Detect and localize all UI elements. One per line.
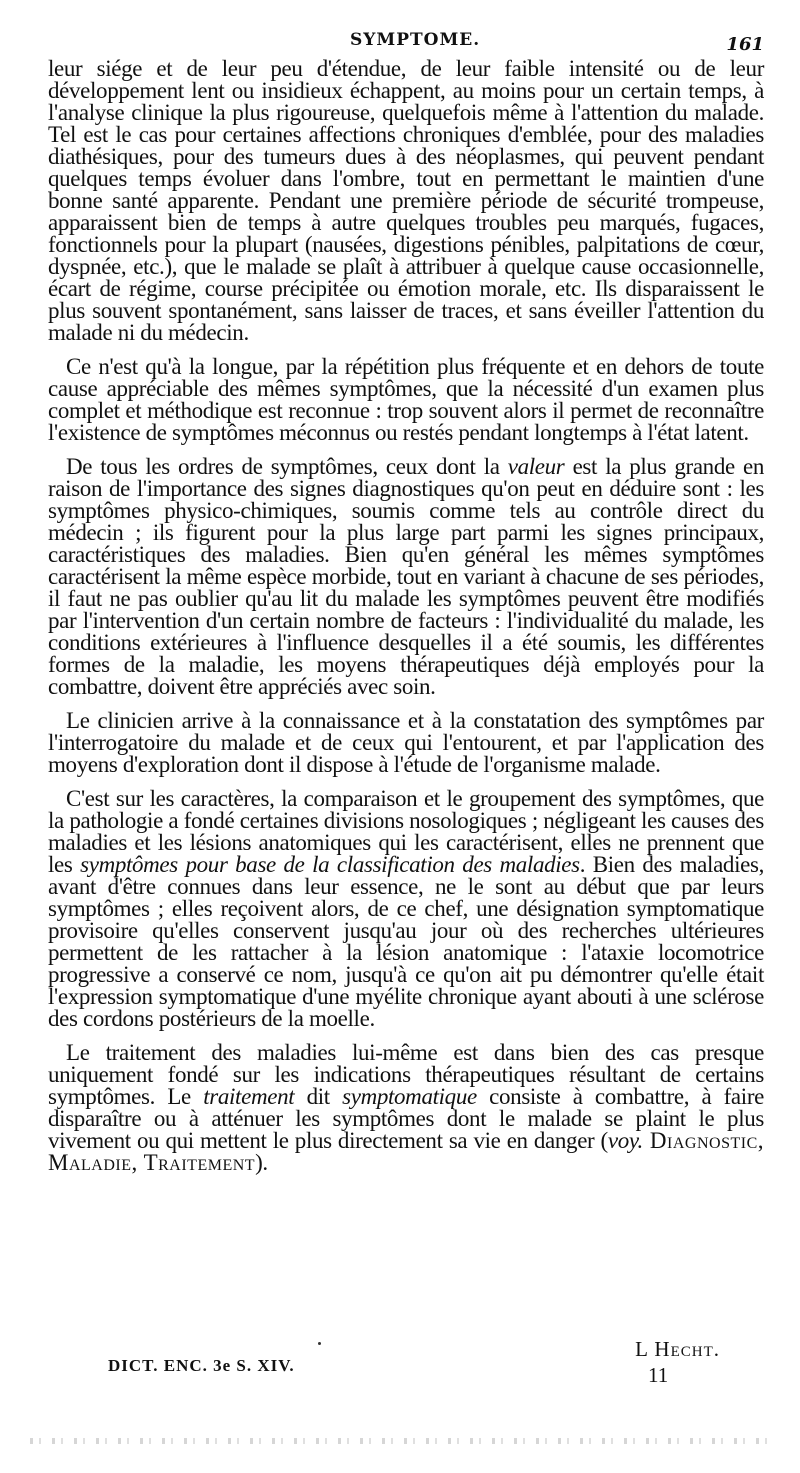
- paragraph-6-emphasis-2: symptomatique: [342, 1084, 477, 1109]
- paragraph-6-text-b: dit: [294, 1084, 343, 1109]
- paragraph-4: Le clinicien arrive à la connaissance et à la constatation des symptômes par l'interrogatoire du malade et de ceux qui l'entourent, et par l'application des moyens d'exploration dont il dispose à l'étude de l'organisme malade.: [48, 708, 764, 777]
- signature-dot: [318, 1342, 321, 1345]
- paragraph-6-text-d: ).: [255, 1150, 268, 1175]
- bleed-through-line: [30, 1438, 770, 1444]
- paragraph-6-text-a: Le traitement des maladies lui-même est dans bien des cas presque uniquement fondé sur les indications thérapeutiques résultant de certains symptômes. Le: [48, 1040, 764, 1109]
- paragraph-3-text-a: De tous les ordres de symptômes, ceux dont la: [66, 454, 508, 479]
- paragraph-6: [48, 1042, 764, 1174]
- page-number: 161: [726, 34, 764, 55]
- paragraph-6-text-c: consiste à combattre, à faire disparaître ou à atténuer les symptômes dont le malade se plaint le plus vivement ou qui mettent le plus directement sa vie en danger (: [48, 1084, 764, 1153]
- article-body: [48, 58, 764, 1186]
- paragraph-5: [48, 788, 764, 1030]
- cross-references: Diagnostic, Maladie, Traitement: [48, 1128, 764, 1175]
- paragraph-6-emphasis-3: voy.: [607, 1128, 643, 1153]
- author-signature: L Hecht.: [635, 1337, 720, 1361]
- paragraph-2: Ce n'est qu'à la longue, par la répétition plus fréquente et en dehors de toute cause appréciable des mêmes symptômes, que la nécessité d'un examen plus complet et méthodique est reconnue : trop souvent alors il permet de reconnaître l'existence de symptômes méconnus ou restés pendant longtemps à l'état latent.: [48, 354, 764, 445]
- paragraph-3-text-b: est la plus grande en raison de l'importance des signes diagnostiques qu'on peut en déduire sont : les symptômes physico-chimiques, soumis comme tels au contrôle direct du médecin ; ils figurent pour la plus large part parmi les signes principaux, caractéristiques des maladies. Bien qu'en général les mêmes symptômes caractérisent la même espèce morbide, tout en variant à chacune de ses périodes, il faut ne pas oublier qu'au lit du malade les symptômes peuvent être modifiés par l'intervention d'un certain nombre de facteurs : l'individualité du malade, les conditions extérieures à l'influence desquelles il a été soumis, les différentes formes de la maladie, les moyens thérapeutiques déjà employés pour la combattre, doivent être appréciés avec soin.: [48, 454, 765, 699]
- paragraph-5-emphasis: symptômes pour base de la classification des maladies: [80, 852, 580, 877]
- running-title: SYMPTOME.: [350, 30, 481, 50]
- paragraph-5-text-a: C'est sur les caractères, la comparaison et le groupement des symptômes, que la pathologie a fondé certaines divisions nosologiques ; négligeant les causes des maladies et les lésions anatomiques qui les caractérisent, elles ne prennent que les: [48, 786, 764, 877]
- paragraph-3: [48, 456, 764, 698]
- paragraph-3-emphasis: valeur: [507, 454, 565, 479]
- paragraph-1: leur siége et de leur peu d'étendue, de leur faible intensité ou de leur développement lent ou insidieux échappent, au moins pour un certain temps, à l'analyse clinique la plus rigoureuse, quelquefois même à l'attention du malade. Tel est le cas pour certaines affections chroniques d'emblée, pour des maladies diathésiques, pour des tumeurs dues à des néoplasmes, qui peuvent pendant quelques temps évoluer dans l'ombre, tout en permettant le maintien d'une bonne santé apparente. Pendant une première période de sécurité trompeuse, apparaissent bien de temps à autre quelques troubles peu marqués, fugaces, fonctionnels pour la plupart (nausées, digestions pénibles, palpitations de cœur, dyspnée, etc.), que le malade se plaît à attribuer à quelque cause occasionnelle, écart de régime, course précipitée ou émotion morale, etc. Ils disparaissent le plus souvent spontanément, sans laisser de traces, et sans éveiller l'attention du malade ni du médecin.: [48, 56, 764, 345]
- paragraph-5-text-b: . Bien des maladies, avant d'être connues dans leur essence, ne le sont au début que par leurs symptômes ; elles reçoivent alors, de ce chef, une désignation symptomatique provisoire qu'elles conservent jusqu'au jour où des recherches ultérieures permettent de les rattacher à la lésion anatomique : l'ataxie locomotrice progressive a conservé ce nom, jusqu'à ce qu'on ait pu démontrer qu'elle était l'expression symptomatique d'une myélite chronique ayant abouti à une sclérose des cordons postérieurs de la moelle.: [48, 852, 764, 1031]
- signature-mark: DICT. ENC. 3e S. XIV.: [108, 1356, 295, 1375]
- gathering-number: 11: [648, 1363, 669, 1387]
- paragraph-6-emphasis-1: traitement: [203, 1084, 295, 1109]
